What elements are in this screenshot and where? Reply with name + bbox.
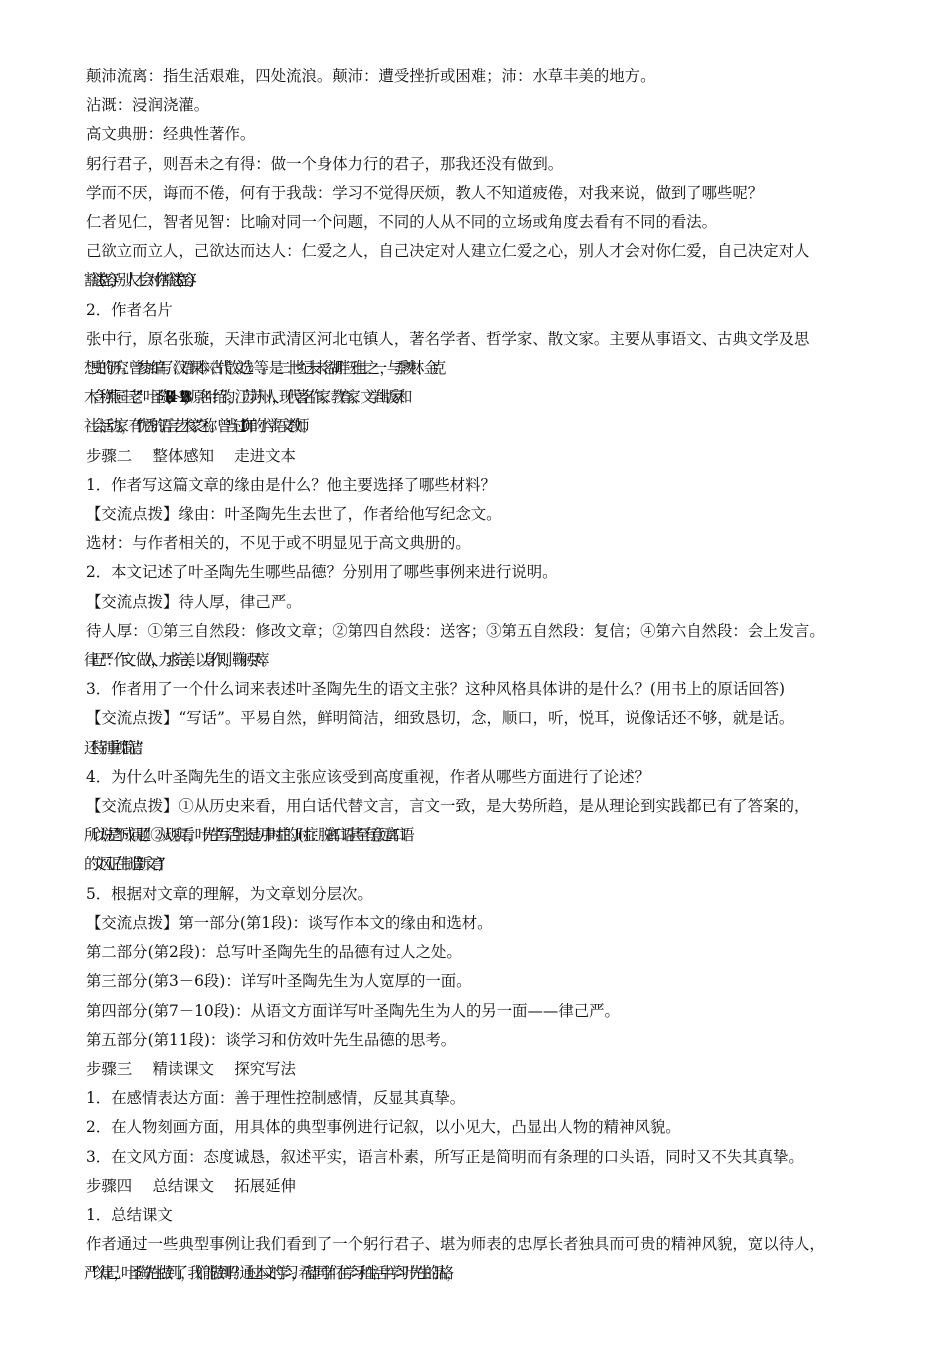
author-bio-line3: 木合称“燕园三老”。叶圣陶(1894～1988)，原名叶绍钧，江苏苏州人，现代著名作家、教育家、文学出版家和 (84, 388, 405, 407)
answer-3 (86, 704, 908, 762)
definition-jiyu-line1: 己欲立而立人，己欲达而达人：仁爱之人，自己决定对人建立仁爱之心，别人才会对你仁爱，自己决定对人 (86, 242, 810, 261)
answer-3-line1: 【交流点拨】“写话”。平易自然，鲜明简洁，细致恳切，念，顺口，听，悦耳，说像话还不够，就是话。 (86, 709, 795, 728)
answer-1: 【交流点拨】缘由：叶圣陶先生去世了，作者给他写纪念文。 (86, 505, 502, 524)
definition-dianpei: 颠沛流离：指生活艰难，四处流浪。颠沛：遭受挫折或困难；沛：水草丰美的地方。 (86, 67, 656, 85)
answer-5-part4: 第四部分(第7－10段)：从语文方面详写叶圣陶先生为人的另一面——律己严。 (86, 1001, 620, 1020)
definition-zhangai: 沾溉：浸润浇灌。 (86, 96, 210, 115)
summary-line2: 严以律己，叶圣陶先生做到了，我们能做到吗？通过本文的学习，希望同学们在学习和生活中学习叶先生的品格， (84, 1264, 454, 1283)
author-bio-line2: 想史的研究。曾参加编写《汉语课本》《古代散文选》等。是二十世纪末未名湖畔三雅士之一，与季羡林、金克 (84, 359, 439, 378)
answer-5-part3: 第三部分(第3－6段)：详写叶圣陶先生为人宽厚的一面。 (86, 972, 472, 991)
definition-jiyu-line2: 豁达(宽容)，别人才会对你豁达(宽容)。 (84, 271, 195, 290)
step-two-heading: 步骤二 整体感知 走进文本 (86, 446, 296, 465)
question-1: 1．作者写这篇文章的缘由是什么？他主要选择了哪些材料？ (86, 475, 496, 494)
step-four-heading: 步骤四 总结课文 拓展延伸 (86, 1176, 296, 1195)
answer-2-details (86, 617, 908, 675)
writing-point-1: 1．在感情表达方面：善于理性控制感情，反显其真挚。 (86, 1089, 466, 1108)
question-3: 3．作者用了一个什么词来表述叶圣陶先生的语文主张？这种风格具体讲的是什么？(用书上的原话回答) (86, 680, 785, 699)
answer-4 (86, 792, 908, 880)
definition-jiyu (86, 237, 908, 295)
answer-5-part5: 第五部分(第11段)：谈学习和仿效叶先生品德的思考。 (86, 1030, 457, 1049)
answer-4-line1: 【交流点拨】①从历史来看，用白话代替文言，言文一致，是大势所趋，是从理论到实践都已有了答案的， (86, 797, 810, 816)
answer-4-line2: 所以说是“不成问题”。②从现实看，叶先生“写话”主张是切中时症的。(时症：脱离口语甚至有意远离口语 (84, 826, 407, 845)
writing-point-3: 3．在文风方面：态度诚恳，叙述平实，语言朴素，所写正是简明而有条理的口头语，同时又不失其真挚。 (86, 1147, 804, 1166)
summary-line1: 作者通过一些典型事例让我们看到了一个躬行君子、堪为师表的忠厚长者独具而可贵的精神风貌，宽以待人， (86, 1235, 825, 1254)
document-page (86, 62, 908, 1289)
step-three-heading: 步骤三 精读课文 探究写法 (86, 1059, 296, 1078)
question-5: 5．根据对文章的理解，为文章划分层次。 (86, 884, 373, 903)
answer-1-material: 选材：与作者相关的，不见于或不明显见于高文典册的。 (86, 534, 471, 553)
answer-2-detail-line2: 律己严：作文、做人，力求完美，以身作则，鞠躬尽瘁。 (84, 651, 269, 670)
author-bio-line4: 社会活动家，有“优秀的语言艺术家”之称。曾当过10年的小学语文教师。 (84, 417, 310, 436)
author-bio-line1: 张中行，原名张璇，天津市武清区河北屯镇人，著名学者、哲学家、散文家。主要从事语文、古典文学及思 (86, 329, 810, 348)
answer-4-line3: 的文风正在制造“新文言”) (84, 855, 156, 874)
summary-heading: 1．总结课文 (86, 1205, 173, 1224)
answer-3-line2: 还特别重视“简洁”。 (84, 738, 143, 757)
answer-5-part1: 【交流点拨】第一部分(第1段)：谈写作本文的缘由和选材。 (86, 913, 493, 932)
definition-xueer: 学而不厌，诲而不倦，何有于我哉：学习不觉得厌烦，教人不知道疲倦，对我来说，做到了哪些呢？ (86, 183, 764, 202)
question-2: 2．本文记述了叶圣陶先生哪些品德？分别用了哪些事例来进行说明。 (86, 563, 558, 582)
answer-2-detail-line1: 待人厚：①第三自然段：修改文章；②第四自然段：送客；③第五自然段：复信；④第六自然段：会上发言。 (86, 621, 825, 640)
answer-2: 【交流点拨】待人厚，律己严。 (86, 592, 302, 611)
definition-renzhe: 仁者见仁，智者见智：比喻对同一个问题，不同的人从不同的立场或角度去看有不同的看法。 (86, 213, 718, 232)
answer-5-part2: 第二部分(第2段)：总写叶圣陶先生的品德有过人之处。 (86, 943, 462, 962)
definition-gongxing: 躬行君子，则吾未之有得：做一个身体力行的君子，那我还没有做到。 (86, 154, 564, 173)
summary-text (86, 1230, 908, 1288)
writing-point-2: 2．在人物刻画方面，用具体的典型事例进行记叙，以小见大，凸显出人物的精神风貌。 (86, 1118, 681, 1137)
author-bio (86, 325, 908, 442)
section-author-card: 2．作者名片 (86, 300, 173, 319)
definition-gaowen: 高文典册：经典性著作。 (86, 125, 256, 144)
question-4: 4．为什么叶圣陶先生的语文主张应该受到高度重视，作者从哪些方面进行了论述？ (86, 767, 650, 786)
